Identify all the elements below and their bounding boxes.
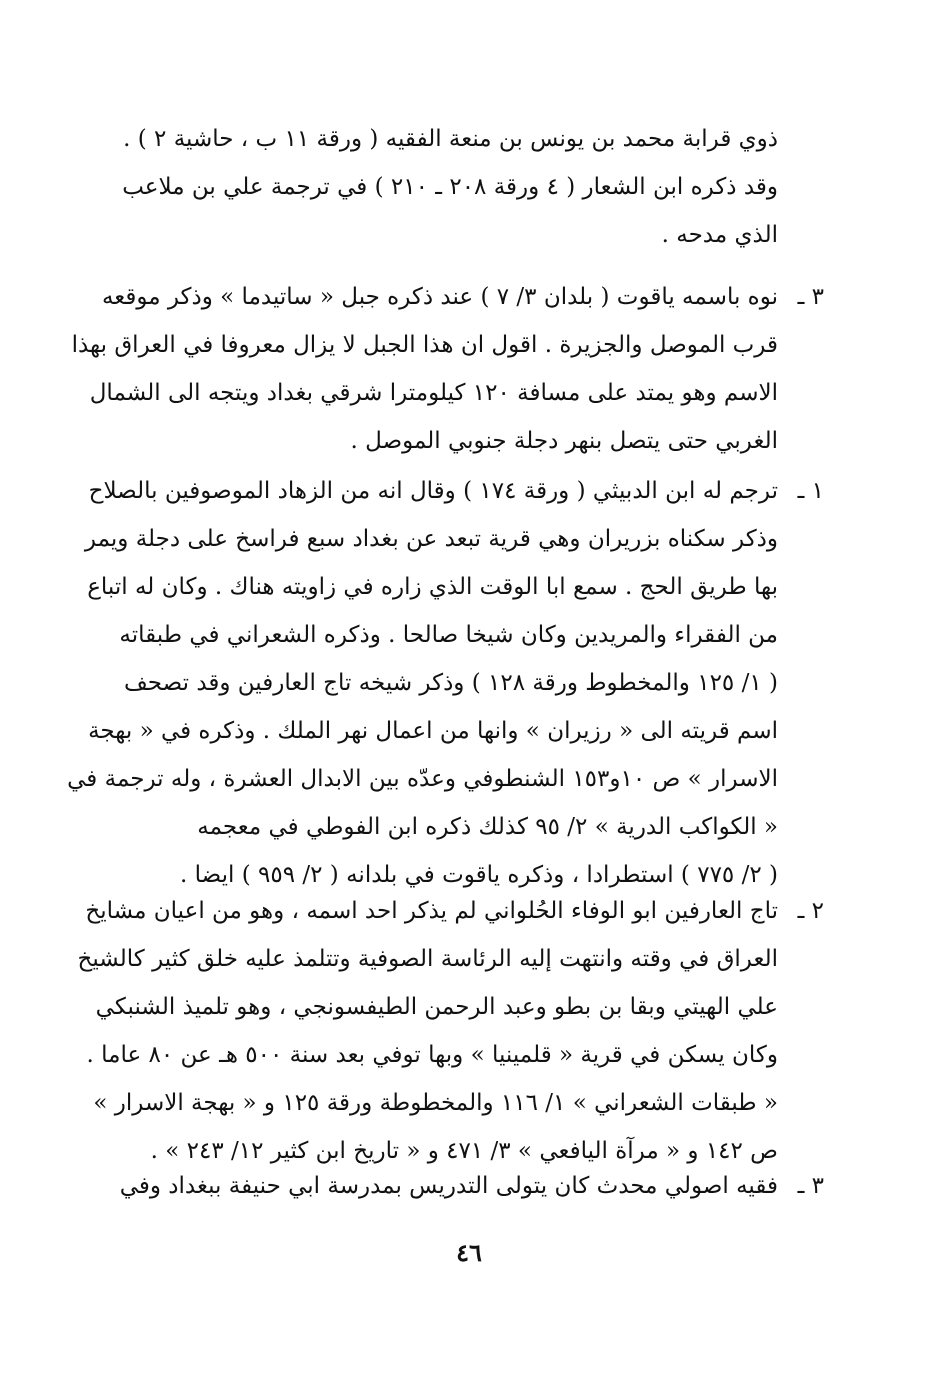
text-line: من الفقراء والمريدين وكان شيخا صالحا . وذكره الشعراني في طبقاته xyxy=(119,622,778,648)
text-line: ذوي قرابة محمد بن يونس بن منعة الفقيه ( ورقة ١١ ب ، حاشية ٢ ) . xyxy=(123,126,778,152)
text-line: فقيه اصولي محدث كان يتولى التدريس بمدرسة ابي حنيفة ببغداد وفي xyxy=(119,1173,778,1199)
text-line: وكان يسكن في قرية « قلمينيا » وبها توفي بعد سنة ٥٠٠ هـ عن ٨٠ عاما . xyxy=(86,1042,778,1068)
continuation-paragraph xyxy=(118,115,824,259)
footnote-number: ٣ ـ xyxy=(797,284,824,310)
footnote-first-line xyxy=(88,467,824,515)
footnote-2 xyxy=(77,887,824,1175)
text-line: تاج العارفين ابو الوفاء الحُلواني لم يذكر احد اسمه ، وهو من اعيان مشايخ xyxy=(85,898,778,924)
text-line: قرب الموصل والجزيرة . اقول ان هذا الجبل لا يزال معروفا في العراق بهذا xyxy=(71,332,778,358)
footnote-1 xyxy=(67,467,824,899)
text-line: ترجم له ابن الدبيثي ( ورقة ١٧٤ ) وقال انه من الزهاد الموصوفين بالصلاح xyxy=(88,478,778,504)
text-line: نوه باسمه ياقوت ( بلدان ٣/ ٧ ) عند ذكره جبل « ساتيدما » وذكر موقعه xyxy=(101,284,778,310)
text-line: ( ١/ ١٢٥ والمخطوط ورقة ١٢٨ ) وذكر شيخه تاج العارفين وقد تصحف xyxy=(124,670,778,696)
text-line: بها طريق الحج . سمع ابا الوقت الذي زاره في زاويته هناك . وكان له اتباع xyxy=(87,574,778,600)
footnote-3-second xyxy=(118,1162,824,1210)
footnote-first-line xyxy=(101,273,824,321)
text-line: الاسرار » ص ١٠و١٥٣ الشنطوفي وعدّه بين الابدال العشرة ، وله ترجمة في xyxy=(67,766,778,792)
footnote-3-first xyxy=(71,273,824,465)
page-number: ٤٦ xyxy=(456,1238,482,1267)
text-line: ( ٢/ ٧٧٥ ) استطرادا ، وذكره ياقوت في بلدانه ( ٢/ ٩٥٩ ) ايضا . xyxy=(180,862,778,888)
text-line: وقد ذكره ابن الشعار ( ٤ ورقة ٢٠٨ ـ ٢١٠ ) في ترجمة علي بن ملاعب xyxy=(122,174,778,200)
footnote-first-line xyxy=(85,887,824,935)
text-line: الغربي حتى يتصل بنهر دجلة جنوبي الموصل . xyxy=(350,428,778,454)
footnote-number: ٣ ـ xyxy=(797,1173,824,1199)
text-line: « الكواكب الدرية » ٢/ ٩٥ كذلك ذكره ابن الفوطي في معجمه xyxy=(197,814,778,840)
text-line: الاسم وهو يمتد على مسافة ١٢٠ كيلومترا شرقي بغداد ويتجه الى الشمال xyxy=(89,380,778,406)
text-line: ص ١٤٢ و « مرآة اليافعي » ٣/ ٤٧١ و « تاريخ ابن كثير ١٢/ ٢٤٣ » . xyxy=(150,1138,778,1164)
text-line: علي الهيتي وبقا بن بطو وعبد الرحمن الطيفسونجي ، وهو تلميذ الشنبكي xyxy=(95,994,778,1020)
text-line: اسم قريته الى « رزيران » وانها من اعمال نهر الملك . وذكره في « بهجة xyxy=(88,718,778,744)
text-line: « طبقات الشعراني » ١/ ١١٦ والمخطوطة ورقة ١٢٥ و « بهجة الاسرار » xyxy=(93,1090,778,1116)
text-line: الذي مدحه . xyxy=(661,222,778,248)
footnote-number: ١ ـ xyxy=(797,478,824,504)
text-line: العراق في وقته وانتهت إليه الرئاسة الصوفية وتتلمذ عليه خلق كثير كالشيخ xyxy=(77,946,778,972)
footnote-number: ٢ ـ xyxy=(797,898,824,924)
footnote-first-line xyxy=(118,1162,824,1210)
text-line: وذكر سكناه بزريران وهي قرية تبعد عن بغداد سبع فراسخ على دجلة ويمر xyxy=(84,526,778,552)
